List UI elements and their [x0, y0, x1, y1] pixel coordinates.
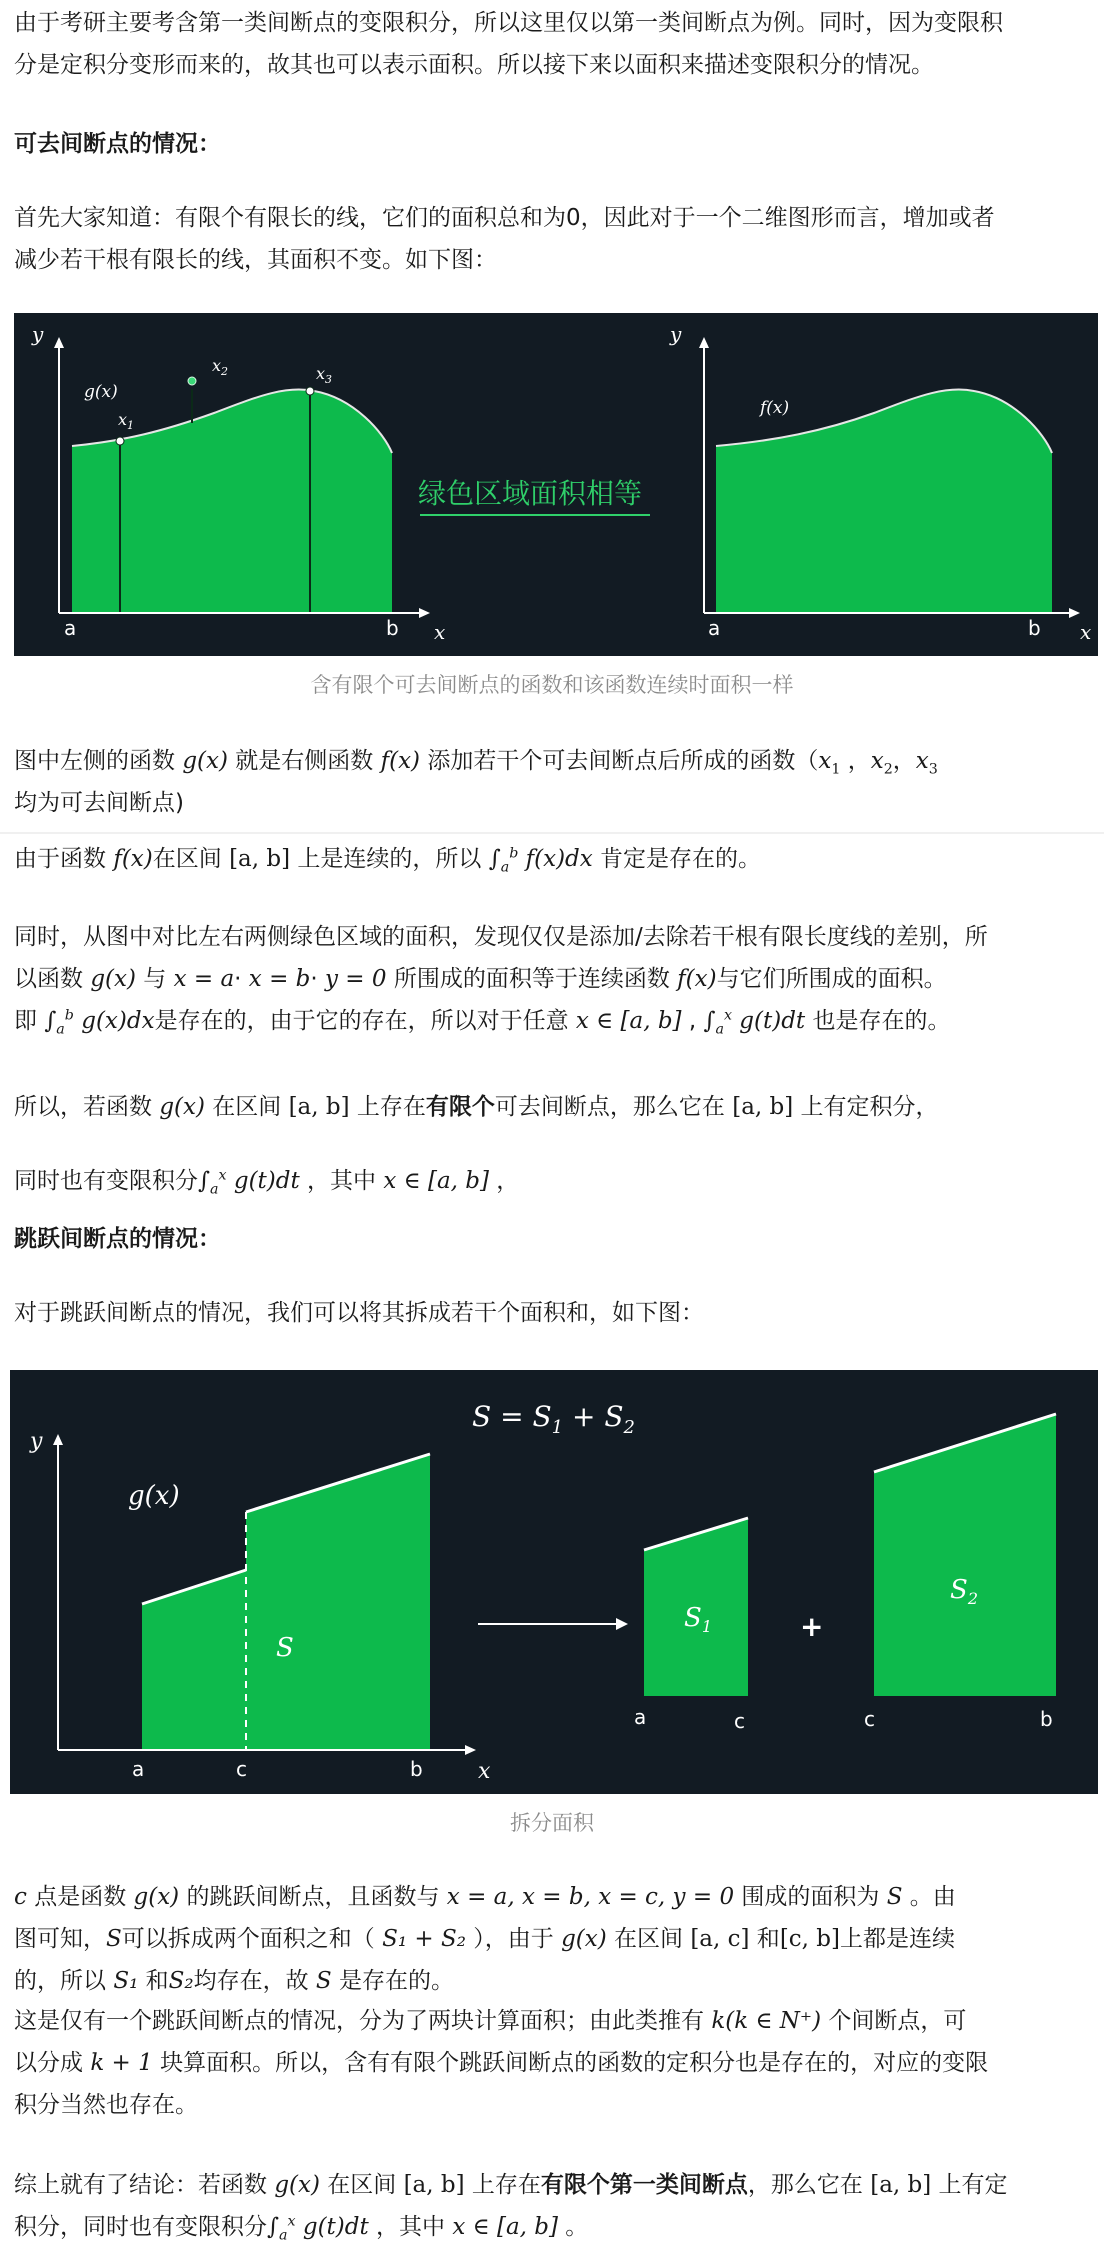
right-piece-green	[246, 1454, 430, 1750]
right-x-label: x	[1080, 620, 1092, 644]
S1-c-label: c	[734, 1709, 745, 1733]
figure-2-caption: 拆分面积	[510, 1811, 594, 1835]
paragraph-gx-fx: 图中左侧的函数 g(x) 就是右侧函数 f(x) 添加若干个可去间断点后所成的函数（$x_1$ ，$x_2$，$x_3$ 均为可去间断点)	[14, 748, 938, 816]
S2-b-label: b	[1040, 1707, 1053, 1731]
x3-point	[306, 387, 314, 395]
paragraph-k-discontinuities: 这是仅有一个跳跃间断点的情况，分为了两块计算面积；由此类推有 k(k ∈ N⁺) 个间断点，可 以分成 k + 1 块算面积。所以，含有有限个跳跃间断点的函数的定积分也是存在的，对应的变限 积分当然也存在。	[14, 2008, 989, 2118]
left-b-label: b	[386, 616, 399, 640]
S2-piece	[874, 1414, 1056, 1696]
text-line: 减少若干根有限长的线，其面积不变。如下图：	[14, 247, 497, 273]
intro-paragraph	[14, 2, 1094, 86]
x2-point	[188, 377, 196, 385]
a-label: a	[132, 1757, 145, 1781]
c-label: c	[236, 1757, 247, 1781]
gx-label: g(x)	[128, 1481, 180, 1511]
paragraph-jump-intro: 对于跳跃间断点的情况，我们可以将其拆成若干个面积和，如下图：	[14, 1300, 704, 1326]
x-label: x	[478, 1759, 491, 1784]
left-piece-green	[142, 1570, 246, 1750]
right-y-label: y	[670, 322, 682, 346]
x3-label: $x_3$	[316, 364, 333, 386]
right-y-arrow	[699, 337, 709, 348]
divider	[0, 832, 1104, 834]
right-b-label: b	[1028, 616, 1041, 640]
x-axis-arrow	[465, 1745, 476, 1755]
figure-2-svg	[10, 1370, 1098, 1794]
figure-jump-discontinuity	[10, 1370, 1098, 1794]
fx-label: f(x)	[760, 398, 790, 418]
section-heading-removable: 可去间断点的情况：	[14, 131, 221, 157]
left-x-label: x	[434, 620, 446, 644]
text-line: 首先大家知道：有限个有限长的线，它们的面积总和为0，因此对于一个二维图形而言，增加或者	[14, 205, 995, 231]
x1-point	[116, 437, 124, 445]
right-x-arrow	[1069, 608, 1080, 618]
left-a-label: a	[64, 616, 77, 640]
S2-label: $S_2$	[950, 1575, 978, 1608]
intro-line-1: 由于考研主要考含第一类间断点的变限积分，所以这里仅以第一类间断点为例。同时，因为变限积	[14, 10, 1003, 36]
y-label: y	[30, 1429, 43, 1454]
paragraph-variable-limit: 同时也有变限积分$\int_a^x$ g(t)dt ，其中 x ∈ [a, b] ，	[14, 1167, 520, 1198]
y-axis-arrow	[53, 1434, 63, 1445]
paragraph-area-compare: 同时，从图中对比左右两侧绿色区域的面积，发现仅仅是添加/去除若干根有限长度线的差别，所 以函数 g(x) 与 x = a· x = b· y = 0 所围成的面积等于连续函数 f(x)与它们所围成的面积。 即 $\int_a^b$ g(x)dx是存在的，由于它的存在，所以对于任意 x ∈ [a, b] , $\int_a^x$ g(t)dt 也是存在的。	[14, 924, 988, 1038]
split-formula: $S = S_1 + S_2$	[472, 1400, 635, 1438]
gx-label: g(x)	[84, 382, 118, 402]
paragraph-conclusion: 综上就有了结论：若函数 g(x) 在区间 [a, b] 上存在有限个第一类间断点，那么它在 [a, b] 上有定 积分，同时也有变限积分$\int_a^x$ g(t)dt ，其中 x ∈ [a, b] 。	[14, 2172, 1008, 2244]
figure-1-caption: 含有限个可去间断点的函数和该函数连续时面积一样	[310, 673, 794, 697]
b-label: b	[410, 1757, 423, 1781]
right-a-label: a	[708, 616, 721, 640]
S1-label: $S_1$	[684, 1603, 712, 1636]
intro-line-2: 分是定积分变形而来的，故其也可以表示面积。所以接下来以面积来描述变限积分的情况。	[14, 52, 934, 78]
x2-label: $x_2$	[212, 356, 229, 378]
S-label: S	[276, 1633, 294, 1663]
x1-label: $x_1$	[118, 410, 135, 432]
paragraph-jump-split: c 点是函数 g(x) 的跳跃间断点，且函数与 x = a, x = b, x = c, y = 0 围成的面积为 S 。由 图可知，S可以拆成两个面积之和（ S₁ + S₂ ），由于 g(x) 在区间 [a, c] 和[c, b]上都是连续 的，所以 S₁ 和S₂均存在，故 S 是存在的。	[14, 1884, 956, 1994]
S2-c-label: c	[864, 1707, 875, 1731]
split-arrow-head	[616, 1618, 628, 1630]
plus-sign: +	[800, 1610, 824, 1643]
S1-a-label: a	[634, 1705, 647, 1729]
figure-1-svg	[14, 313, 1098, 656]
left-x-arrow	[419, 608, 430, 618]
right-green-area	[716, 390, 1052, 613]
left-y-arrow	[54, 337, 64, 348]
equal-area-text: 绿色区域面积相等	[418, 477, 643, 510]
figure-removable-discontinuity	[14, 313, 1098, 656]
paragraph-fx-continuous: 由于函数 f(x)在区间 [a, b] 上是连续的，所以 $\int_a^b$ f(x)dx 肯定是存在的。	[14, 845, 762, 876]
left-y-label: y	[32, 322, 44, 346]
section-heading-jump: 跳跃间断点的情况：	[14, 1226, 221, 1252]
paragraph-finite-lines	[14, 197, 1094, 281]
paragraph-finite-removable: 所以，若函数 g(x) 在区间 [a, b] 上存在有限个可去间断点，那么它在 [a, b] 上有定积分，	[14, 1094, 939, 1120]
